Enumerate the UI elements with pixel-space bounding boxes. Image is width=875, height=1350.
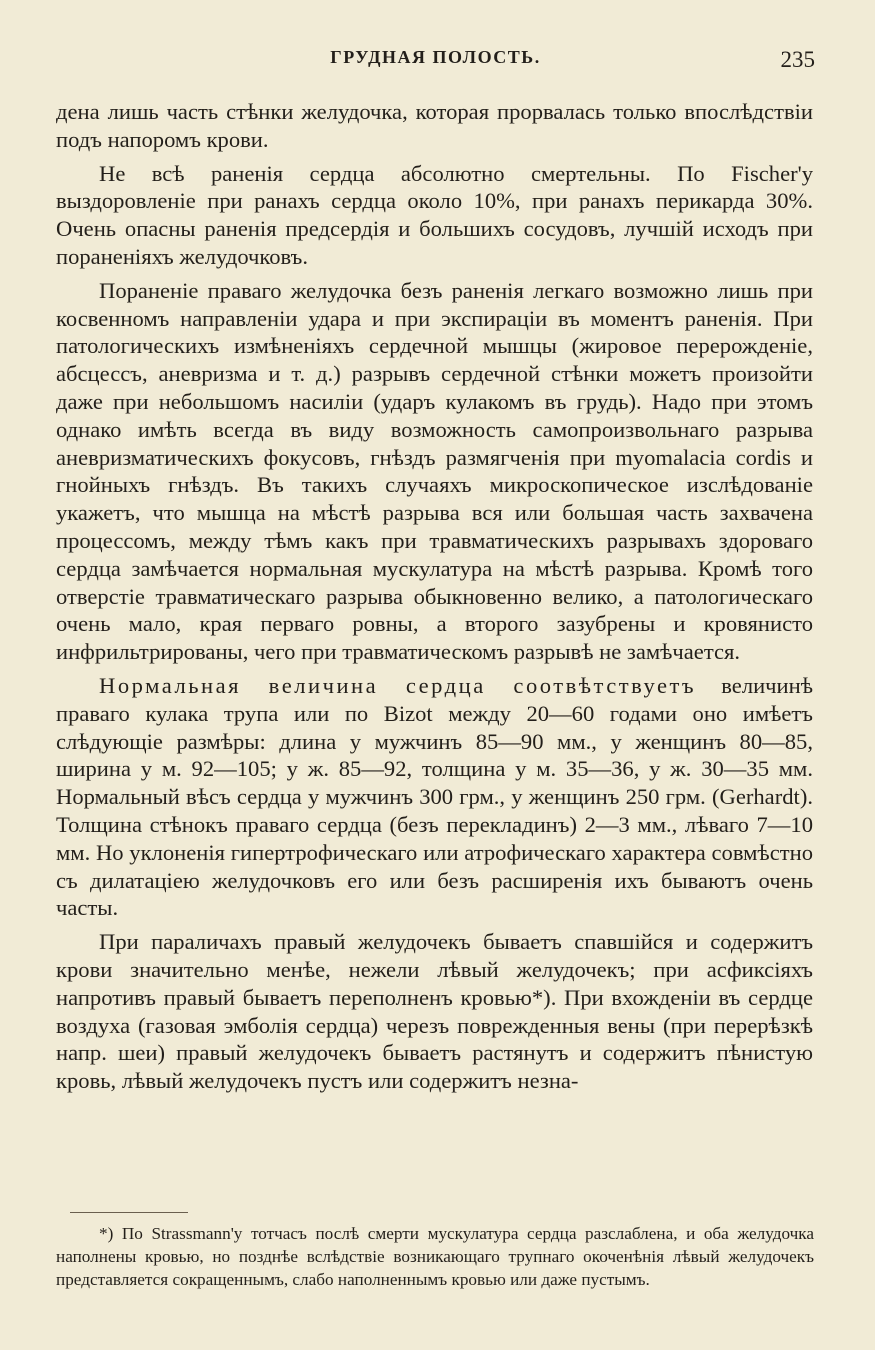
paragraph-4	[56, 672, 813, 922]
body-text	[56, 98, 813, 1095]
footnote-separator	[70, 1212, 188, 1213]
running-title: ГРУДНАЯ ПОЛОСТЬ.	[330, 47, 541, 67]
spaced-emphasis: Нормальная величина сердца соотвѣтствуетъ	[99, 672, 697, 698]
paragraph-2: Не всѣ раненія сердца абсолютно смертельны. По Fischer'у выздоровленіе при ранахъ сердца около 10%, при ранахъ перикарда 30%. Очень опасны раненія предсердія и большихъ сосудовъ, лучшій исходъ при пораненіяхъ желудочковъ.	[56, 160, 813, 269]
page-number: 235	[780, 47, 815, 72]
page-header	[56, 47, 815, 79]
footnote-text: *) По Strassmann'у тотчасъ послѣ смерти мускулатура сердца разслаблена, и оба желудочка наполнены кровью, но позднѣе вслѣдствіе возникающаго трупнаго окоченѣнія лѣвый желудочекъ представляется сокращеннымъ, слабо наполненнымъ кровью или даже пустымъ.	[56, 1224, 814, 1290]
paragraph-3: Пораненіе праваго желудочка безъ раненія легкаго возможно лишь при косвенномъ направленіи удара и при экспираціи въ моментъ раненія. При патологическихъ измѣненіяхъ сердечной мышцы (жировое перерожденіе, абсцессъ, аневризма и т. д.) разрывъ сердечной стѣнки можетъ произойти даже при небольшомъ насиліи (ударъ кулакомъ въ грудь). Надо при этомъ однако имѣть всегда въ виду возможность самопроизвольнаго разрыва аневризматическихъ фокусовъ, гнѣздъ размягченія при myomalacia cordis и гнойныхъ гнѣздъ. Въ такихъ случаяхъ микроскопическое изслѣдованіе укажетъ, что мышца на мѣстѣ разрыва вся или большая часть захвачена процессомъ, между тѣмъ какъ при травматическихъ разрывахъ здороваго сердца замѣчается нормальная мускулатура на мѣстѣ разрыва. Кромѣ того отверстіе травматическаго разрыва обыкновенно велико, а патологическаго очень мало, края перваго ровны, а второго зазубрены и кровянисто инфрильтрированы, чего при травматическомъ разрывѣ не замѣчается.	[56, 277, 813, 665]
footnote	[56, 1222, 814, 1292]
paragraph-5: При параличахъ правый желудочекъ бываетъ спавшійся и содержитъ крови значительно менѣе, нежели лѣвый желудочекъ; при асфиксіяхъ напротивъ правый бываетъ переполненъ кровью*). При вхожденіи въ сердце воздуха (газовая эмболія сердца) черезъ поврежденныя вены (при перерѣзкѣ напр. шеи) правый желудочекъ бываетъ растянутъ и содержитъ пѣнистую кровь, лѣвый желудочекъ пустъ или содержитъ незна-	[56, 929, 813, 1094]
paragraph-1: дена лишь часть стѣнки желудочка, которая прорвалась только впослѣдствіи подъ напоромъ крови.	[56, 99, 813, 152]
paragraph-4-text: величинѣ праваго кулака трупа или по Bizot между 20—60 годами оно имѣетъ слѣдующіе размѣры: длина у мужчинъ 85—90 мм., у женщинъ 80—85, ширина у м. 92—105; у ж. 85—92, толщина у м. 35—36, у ж. 30—35 мм. Нормальный вѣсъ сердца у мужчинъ 300 грм., у женщинъ 250 грм. (Gerhardt). Толщина стѣнокъ праваго сердца (безъ перекладинъ) 2—3 мм., лѣваго 7—10 мм. Но уклоненія гипертрофическаго или атрофическаго характера совмѣстно съ дилатаціею желудочковъ его или безъ расширенія ихъ бываютъ очень часты.	[56, 672, 813, 921]
